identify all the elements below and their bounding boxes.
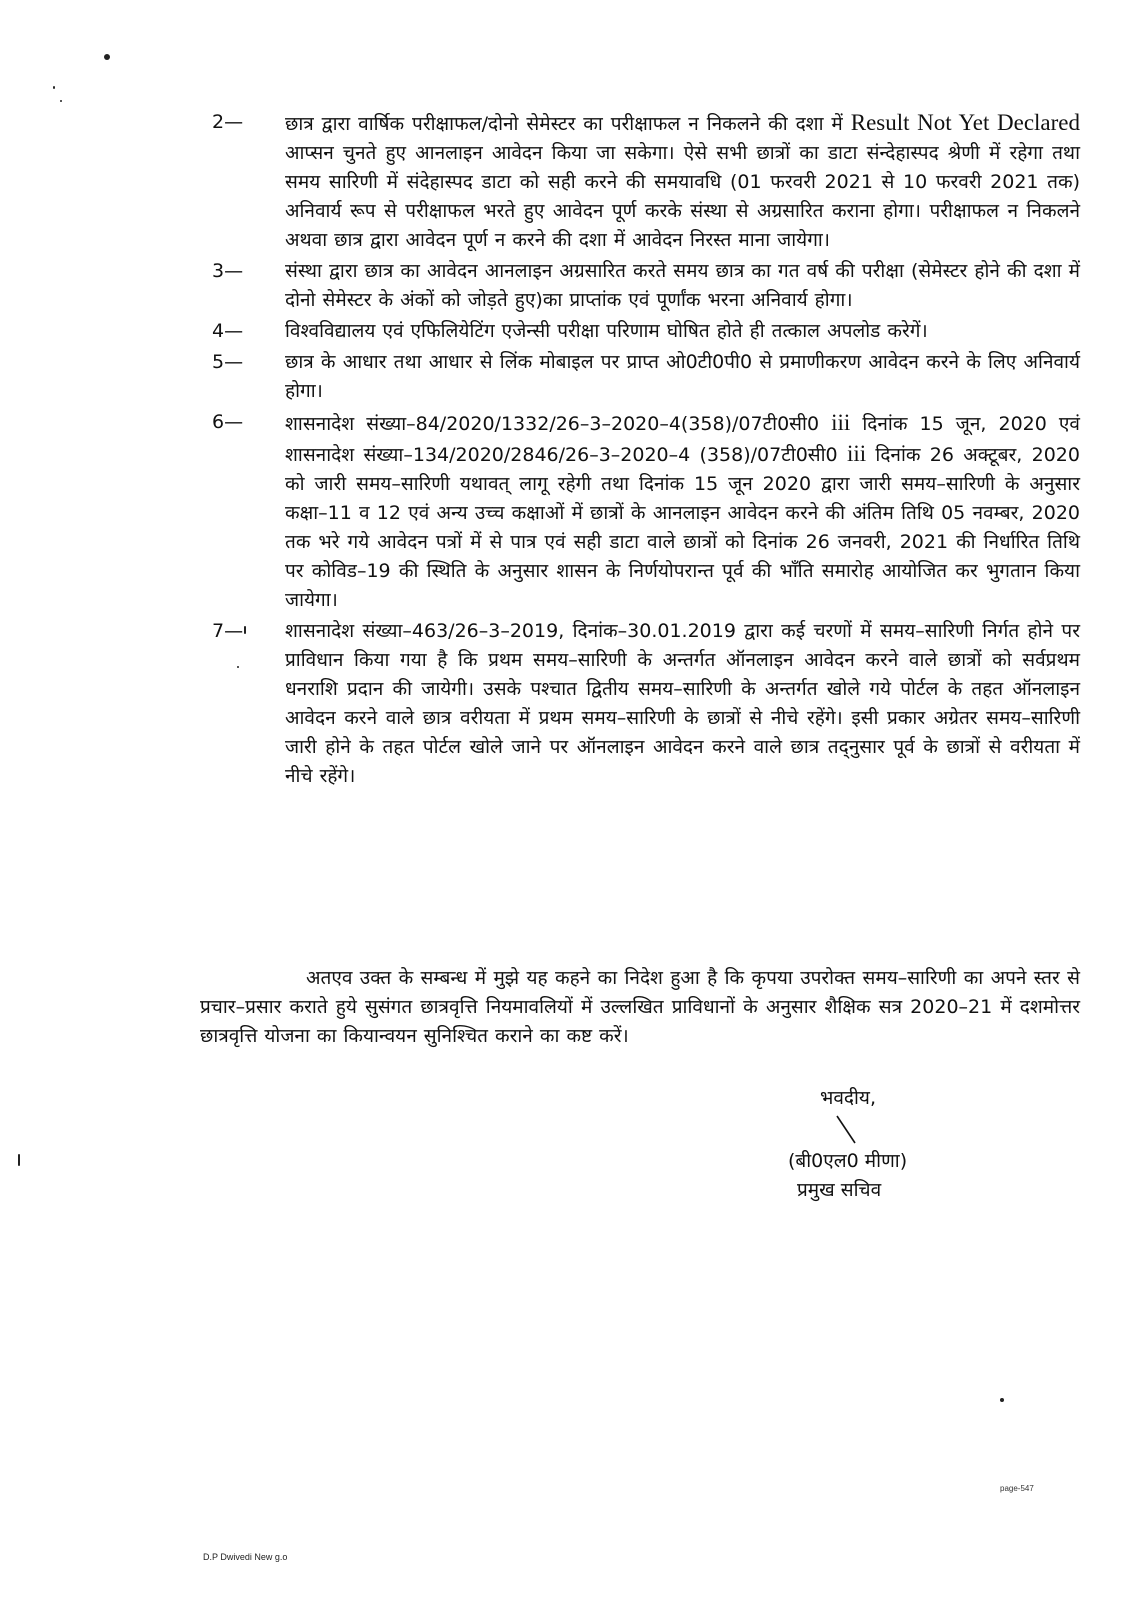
point-text: विश्वविद्यालय एवं एफिलियेटिंग एजेन्सी परीक्षा परिणाम घोषित होते ही तत्काल अपलोड करेगें।: [285, 320, 928, 342]
signatory-designation: प्रमुख सचिव: [797, 1179, 882, 1201]
signature-mark: [785, 1113, 985, 1147]
signature-block: [785, 1084, 985, 1205]
footer-source: D.P Dwivedi New g.o: [203, 1552, 288, 1562]
point-number: 6—: [212, 411, 244, 433]
page-number: page-547: [1000, 1484, 1034, 1493]
scan-speck: [53, 86, 55, 89]
point-number: 2—: [212, 111, 244, 133]
point-4: [212, 317, 1080, 346]
point-5: [212, 348, 1080, 406]
point-text: संस्था द्वारा छात्र का आवेदन आनलाइन अग्रसारित करते समय छात्र का गत वर्ष की परीक्षा (सेमेस्टर होने की दशा में दोनो सेमेस्टर के अंकों को जोड़ते हुए)का प्राप्तांक एवं पूर्णांक भरना अनिवार्य होगा।: [285, 260, 1080, 311]
point-3: [212, 257, 1080, 315]
scan-speck: [1000, 1398, 1004, 1402]
point-6: [212, 408, 1080, 615]
scan-speck: [104, 54, 110, 60]
numbered-points: [212, 108, 1080, 793]
point-number: 5—: [212, 351, 244, 373]
point-2: [212, 108, 1080, 255]
point-7: [212, 617, 1080, 791]
scan-speck: [60, 100, 62, 102]
scan-speck: [244, 626, 246, 634]
point-text: शासनादेश संख्या–463/26–3–2019, दिनांक–30.01.2019 द्वारा कई चरणों में समय–सारिणी निर्गत होने पर प्राविधान किया गया है कि प्रथम समय–सारिणी के अन्तर्गत ऑनलाइन आवेदन करने वाले छात्रों को सर्वप्रथम धनराशि प्रदान की जायेगी। उसके पश्चात द्वितीय समय–सारिणी के अन्तर्गत खोले गये पोर्टल के तहत ऑनलाइन आवेदन करने वाले छात्र वरीयता में प्रथम समय–सारिणी के छात्रों से नीचे रहेंगे। इसी प्रकार अग्रेतर समय–सारिणी जारी होने के तहत पोर्टल खोले जाने पर ऑनलाइन आवेदन करने वाले छात्र तद्नुसार पूर्व के छात्रों से वरीयता में नीचे रहेंगे।: [285, 620, 1080, 787]
result-not-yet-declared: Result Not Yet Declared: [850, 110, 1080, 135]
point-number: 3—: [212, 260, 244, 282]
scan-speck: [18, 1154, 20, 1166]
closing-paragraph: अतएव उक्त के सम्बन्ध में मुझे यह कहने का निदेश हुआ है कि कृपया उपरोक्त समय–सारिणी का अपने स्तर से प्रचार–प्रसार कराते हुये सुसंगत छात्रवृत्ति नियमावलियों में उल्लखित प्राविधानों के अनुसार शैक्षिक सत्र 2020–21 में दशमोत्तर छात्रवृत्ति योजना का कियान्वयन सुनिश्चित कराने का कष्ट करें।: [200, 967, 1080, 1047]
point-text: छात्र द्वारा वार्षिक परीक्षाफल/दोनो सेमेस्टर का परीक्षाफल न निकलने की दशा में Result Not Yet Declared आप्सन चुनते हुए आनलाइन आवेदन किया जा सकेगा। ऐसे सभी छात्रों का डाटा संन्देहास्पद श्रेणी में रहेगा तथा समय सारिणी में संदेहास्पद डाटा को सही करने की समयावधि (01 फरवरी 2021 से 10 फरवरी 2021 तक) अनिवार्य रूप से परीक्षाफल भरते हुए आवेदन पूर्ण करके संस्था से अग्रसारित कराना होगा। परीक्षाफल न निकलने अथवा छात्र द्वारा आवेदन पूर्ण न करने की दशा में आवेदन निरस्त माना जायेगा।: [285, 110, 1080, 251]
point-text: शासनादेश संख्या–84/2020/1332/26–3–2020–4(358)/07टी0सी0 iii दिनांक 15 जून, 2020 एवं शासनादेश संख्या–134/2020/2846/26–3–2020–4 (358)/07टी0सी0 iii दिनांक 26 अक्टूबर, 2020 को जारी समय–सारिणी यथावत् लागू रहेगी तथा दिनांक 15 जून 2020 द्वारा जारी समय–सारिणी के अनुसार कक्षा–11 व 12 एवं अन्य उच्च कक्षाओं में छात्रों के आनलाइन आवेदन करने की अंतिम तिथि 05 नवम्बर, 2020 तक भरे गये आवेदन पत्रों में से पात्र एवं सही डाटा वाले छात्रों को दिनांक 26 जनवरी, 2021 की निर्धारित तिथि पर कोविड–19 की स्थिति के अनुसार शासन के निर्णयोपरान्त पूर्व की भाँति समारोह आयोजित कर भुगतान किया जायेगा।: [285, 410, 1080, 611]
point-text: छात्र के आधार तथा आधार से लिंक मोबाइल पर प्राप्त ओ0टी0पी0 से प्रमाणीकरण आवेदन करने के लिए अनिवार्य होगा।: [285, 351, 1080, 402]
signature-closing: भवदीय,: [820, 1087, 876, 1109]
point-number: 7—: [212, 620, 244, 642]
signatory-name: (बी0एल0 मीणा): [788, 1150, 908, 1172]
point-number: 4—: [212, 320, 244, 342]
scan-speck: [237, 666, 239, 668]
